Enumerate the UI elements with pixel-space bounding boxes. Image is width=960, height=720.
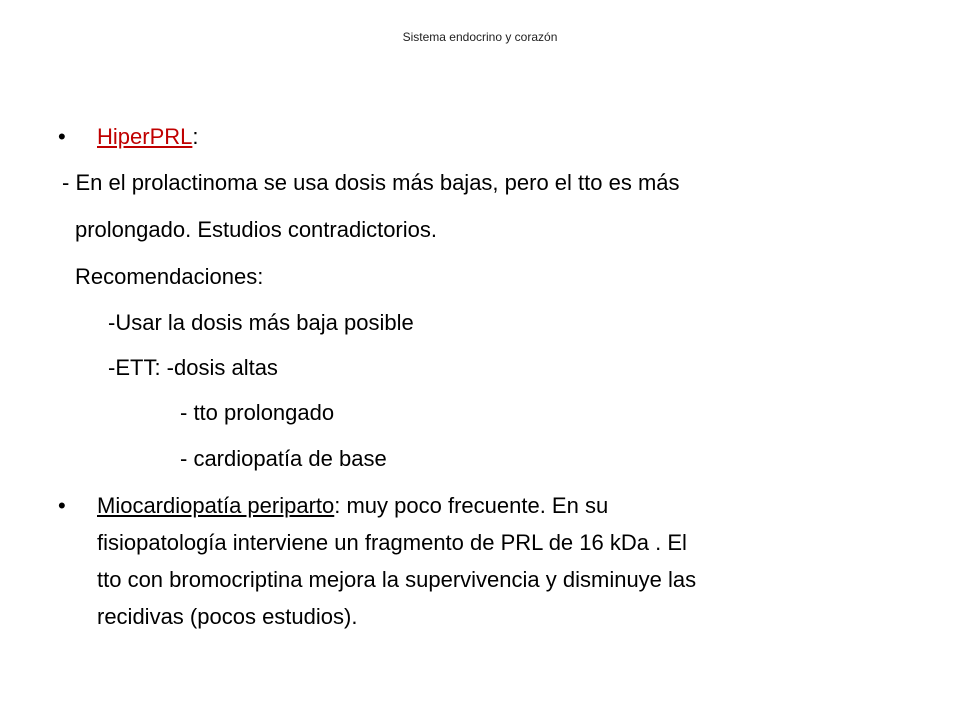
hiperprl-term: HiperPRL <box>97 124 193 149</box>
hiperprl-line-6: - tto prolongado <box>180 400 335 425</box>
miocardiopatia-line-2: tto con bromocriptina mejora la supervivencia y disminuye las <box>97 567 697 592</box>
miocardiopatia-line-3: recidivas (pocos estudios). <box>97 604 358 629</box>
hiperprl-line-3: Recomendaciones: <box>75 264 264 289</box>
miocardiopatia-term-suffix: : muy poco frecuente. En su <box>334 493 609 518</box>
bullet-miocardiopatia-heading <box>97 493 608 519</box>
hiperprl-line-7: - cardiopatía de base <box>180 446 387 471</box>
hiperprl-line-2: prolongado. Estudios contradictorios. <box>75 217 437 242</box>
bullet-icon: • <box>58 493 66 518</box>
hiperprl-line-5: -ETT: -dosis altas <box>108 355 278 380</box>
hiperprl-term-suffix: : <box>192 124 199 149</box>
bullet-icon: • <box>58 124 66 149</box>
miocardiopatia-term: Miocardiopatía periparto <box>97 493 335 518</box>
hiperprl-line-1: - En el prolactinoma se usa dosis más bajas, pero el tto es más <box>62 170 680 195</box>
hiperprl-line-4: -Usar la dosis más baja posible <box>108 310 414 335</box>
page-header-title: Sistema endocrino y corazón <box>402 30 558 44</box>
bullet-hiperprl-heading <box>97 124 199 150</box>
miocardiopatia-line-1: fisiopatología interviene un fragmento de PRL de 16 kDa . El <box>97 530 687 555</box>
